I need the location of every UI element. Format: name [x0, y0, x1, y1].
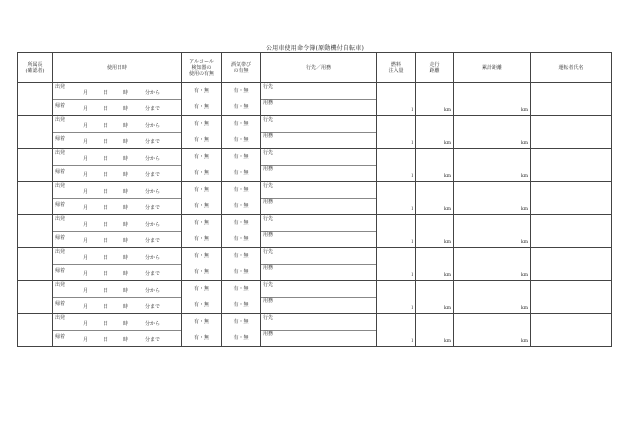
drink-depart-yesno[interactable]: 有・無	[233, 253, 249, 259]
dept-confirm-cell[interactable]	[18, 248, 53, 281]
return-line	[53, 231, 181, 247]
month-label: 月	[83, 304, 89, 310]
day-label: 日	[103, 139, 109, 145]
hour-label: 時	[123, 205, 129, 211]
day-label: 日	[103, 255, 109, 261]
from-label: 分から	[145, 189, 161, 195]
cumulative-cell[interactable]	[454, 248, 531, 281]
drink-return-yesno[interactable]: 有・無	[233, 104, 249, 110]
liter-unit: l	[411, 174, 413, 179]
cumulative-cell[interactable]	[454, 281, 531, 314]
destination-label: 行先	[263, 150, 274, 156]
depart-label: 出発	[55, 150, 66, 156]
destination-label: 行先	[263, 216, 274, 222]
alcohol-return-yesno[interactable]: 有・無	[193, 203, 209, 209]
day-label: 日	[103, 222, 109, 228]
day-label: 日	[103, 123, 109, 129]
drink-depart-yesno[interactable]: 有・無	[233, 88, 249, 94]
distance-cell[interactable]	[416, 116, 454, 149]
log-row	[18, 314, 612, 347]
month-label: 月	[83, 271, 89, 277]
depart-line	[53, 215, 181, 232]
log-row	[18, 281, 612, 314]
return-line	[53, 99, 181, 115]
cumulative-cell[interactable]	[454, 83, 531, 116]
return-line	[53, 330, 181, 346]
drink-depart-yesno[interactable]: 有・無	[233, 286, 249, 292]
destination-label: 行先	[263, 282, 274, 288]
hour-label: 時	[123, 255, 129, 261]
hour-label: 時	[123, 304, 129, 310]
drink-return-yesno[interactable]: 有・無	[233, 170, 249, 176]
hour-label: 時	[123, 90, 129, 96]
log-row	[18, 248, 612, 281]
task-label: 用務	[263, 133, 274, 139]
return-line	[53, 297, 181, 313]
km-unit: km	[521, 141, 528, 146]
until-label: 分まで	[145, 106, 161, 112]
datetime-cell[interactable]	[53, 182, 182, 215]
month-label: 月	[83, 288, 89, 294]
destination-cell[interactable]	[261, 83, 377, 116]
header-fuel: 燃料 注入量	[377, 53, 416, 83]
depart-line	[53, 116, 181, 133]
month-label: 月	[83, 321, 89, 327]
alcohol-return-yesno[interactable]: 有・無	[193, 170, 209, 176]
task-label: 用務	[263, 100, 274, 106]
liter-unit: l	[411, 207, 413, 212]
fuel-cell[interactable]	[377, 215, 416, 248]
drink-depart-yesno[interactable]: 有・無	[233, 220, 249, 226]
alcohol-depart-yesno[interactable]: 有・無	[193, 154, 209, 160]
drink-cell[interactable]	[222, 116, 261, 149]
km-unit: km	[521, 174, 528, 179]
month-label: 月	[83, 255, 89, 261]
driver-name-cell[interactable]	[531, 83, 612, 116]
return-label: 帰着	[55, 169, 66, 175]
dept-confirm-cell[interactable]	[18, 83, 53, 116]
km-unit: km	[444, 339, 451, 344]
destination-label: 行先	[263, 84, 274, 90]
until-label: 分まで	[145, 304, 161, 310]
drink-depart-yesno[interactable]: 有・無	[233, 319, 249, 325]
cumulative-cell[interactable]	[454, 314, 531, 347]
cumulative-cell[interactable]	[454, 149, 531, 182]
drink-cell[interactable]	[222, 248, 261, 281]
km-unit: km	[521, 273, 528, 278]
drink-depart-yesno[interactable]: 有・無	[233, 154, 249, 160]
return-label: 帰着	[55, 136, 66, 142]
distance-cell[interactable]	[416, 149, 454, 182]
fuel-cell[interactable]	[377, 182, 416, 215]
liter-unit: l	[411, 339, 413, 344]
until-label: 分まで	[145, 271, 161, 277]
depart-line	[53, 248, 181, 265]
alcohol-checker-cell[interactable]	[182, 182, 222, 215]
month-label: 月	[83, 156, 89, 162]
alcohol-depart-yesno[interactable]: 有・無	[193, 220, 209, 226]
depart-line	[53, 281, 181, 298]
day-label: 日	[103, 337, 109, 343]
fuel-cell[interactable]	[377, 248, 416, 281]
log-row	[18, 83, 612, 116]
depart-label: 出発	[55, 282, 66, 288]
from-label: 分から	[145, 156, 161, 162]
km-unit: km	[521, 306, 528, 311]
alcohol-return-yesno[interactable]: 有・無	[193, 302, 209, 308]
destination-label: 行先	[263, 315, 274, 321]
destination-label: 行先	[263, 117, 274, 123]
until-label: 分まで	[145, 139, 161, 145]
until-label: 分まで	[145, 205, 161, 211]
task-label: 用務	[263, 298, 274, 304]
drink-return-yesno[interactable]: 有・無	[233, 236, 249, 242]
fuel-cell[interactable]	[377, 83, 416, 116]
header-alcohol-checker: アルコール 検知器の 使用の有無	[182, 53, 222, 83]
task-label: 用務	[263, 265, 274, 271]
month-label: 月	[83, 90, 89, 96]
alcohol-return-yesno[interactable]: 有・無	[193, 236, 209, 242]
km-unit: km	[444, 108, 451, 113]
return-line	[53, 165, 181, 181]
day-label: 日	[103, 321, 109, 327]
hour-label: 時	[123, 172, 129, 178]
drink-depart-yesno[interactable]: 有・無	[233, 187, 249, 193]
day-label: 日	[103, 106, 109, 112]
day-label: 日	[103, 156, 109, 162]
destination-label: 行先	[263, 183, 274, 189]
datetime-cell[interactable]	[53, 116, 182, 149]
driver-name-cell[interactable]	[531, 182, 612, 215]
depart-line	[53, 83, 181, 100]
log-row	[18, 116, 612, 149]
datetime-cell[interactable]	[53, 83, 182, 116]
distance-cell[interactable]	[416, 281, 454, 314]
destination-cell[interactable]	[261, 149, 377, 182]
depart-label: 出発	[55, 117, 66, 123]
alcohol-checker-cell[interactable]	[182, 116, 222, 149]
hour-label: 時	[123, 271, 129, 277]
destination-cell[interactable]	[261, 314, 377, 347]
alcohol-checker-cell[interactable]	[182, 248, 222, 281]
return-label: 帰着	[55, 301, 66, 307]
depart-line	[53, 149, 181, 166]
destination-cell[interactable]	[261, 116, 377, 149]
header-dept: 所属長 (確認者)	[18, 53, 53, 83]
cumulative-cell[interactable]	[454, 215, 531, 248]
distance-cell[interactable]	[416, 83, 454, 116]
until-label: 分まで	[145, 238, 161, 244]
km-unit: km	[444, 306, 451, 311]
return-line	[53, 198, 181, 214]
fuel-cell[interactable]	[377, 149, 416, 182]
dept-confirm-cell[interactable]	[18, 215, 53, 248]
km-unit: km	[444, 141, 451, 146]
driver-name-cell[interactable]	[531, 314, 612, 347]
depart-label: 出発	[55, 183, 66, 189]
header-destination: 行先／用務	[261, 53, 377, 83]
drink-cell[interactable]	[222, 83, 261, 116]
destination-cell[interactable]	[261, 182, 377, 215]
day-label: 日	[103, 205, 109, 211]
return-label: 帰着	[55, 103, 66, 109]
destination-cell[interactable]	[261, 248, 377, 281]
from-label: 分から	[145, 288, 161, 294]
fuel-cell[interactable]	[377, 281, 416, 314]
distance-cell[interactable]	[416, 215, 454, 248]
km-unit: km	[444, 240, 451, 245]
from-label: 分から	[145, 222, 161, 228]
liter-unit: l	[411, 273, 413, 278]
cumulative-cell[interactable]	[454, 182, 531, 215]
return-label: 帰着	[55, 235, 66, 241]
dept-confirm-cell[interactable]	[18, 182, 53, 215]
km-unit: km	[444, 273, 451, 278]
destination-cell[interactable]	[261, 281, 377, 314]
drink-return-yesno[interactable]: 有・無	[233, 269, 249, 275]
destination-label: 行先	[263, 249, 274, 255]
depart-label: 出発	[55, 84, 66, 90]
alcohol-checker-cell[interactable]	[182, 215, 222, 248]
month-label: 月	[83, 205, 89, 211]
driver-name-cell[interactable]	[531, 215, 612, 248]
log-row	[18, 182, 612, 215]
depart-label: 出発	[55, 249, 66, 255]
document-title: 公用車使用命令簿(原動機付自転車)	[265, 45, 365, 52]
alcohol-return-yesno[interactable]: 有・無	[193, 104, 209, 110]
month-label: 月	[83, 139, 89, 145]
day-label: 日	[103, 189, 109, 195]
drink-cell[interactable]	[222, 182, 261, 215]
header-drink: 酒気帯び の有無	[222, 53, 261, 83]
month-label: 月	[83, 238, 89, 244]
alcohol-depart-yesno[interactable]: 有・無	[193, 121, 209, 127]
vehicle-log-table	[17, 52, 612, 347]
hour-label: 時	[123, 337, 129, 343]
km-unit: km	[444, 174, 451, 179]
destination-cell[interactable]	[261, 215, 377, 248]
hour-label: 時	[123, 189, 129, 195]
from-label: 分から	[145, 123, 161, 129]
hour-label: 時	[123, 222, 129, 228]
hour-label: 時	[123, 123, 129, 129]
day-label: 日	[103, 304, 109, 310]
hour-label: 時	[123, 106, 129, 112]
fuel-cell[interactable]	[377, 314, 416, 347]
day-label: 日	[103, 90, 109, 96]
drink-return-yesno[interactable]: 有・無	[233, 335, 249, 341]
liter-unit: l	[411, 108, 413, 113]
drink-cell[interactable]	[222, 215, 261, 248]
drink-cell[interactable]	[222, 281, 261, 314]
liter-unit: l	[411, 306, 413, 311]
driver-name-cell[interactable]	[531, 116, 612, 149]
distance-cell[interactable]	[416, 314, 454, 347]
return-label: 帰着	[55, 202, 66, 208]
alcohol-checker-cell[interactable]	[182, 83, 222, 116]
driver-name-cell[interactable]	[531, 149, 612, 182]
alcohol-return-yesno[interactable]: 有・無	[193, 269, 209, 275]
from-label: 分から	[145, 255, 161, 261]
month-label: 月	[83, 337, 89, 343]
month-label: 月	[83, 106, 89, 112]
header-cumulative: 累計距離	[454, 53, 531, 83]
dept-confirm-cell[interactable]	[18, 149, 53, 182]
driver-name-cell[interactable]	[531, 248, 612, 281]
liter-unit: l	[411, 240, 413, 245]
alcohol-depart-yesno[interactable]: 有・無	[193, 319, 209, 325]
return-label: 帰着	[55, 334, 66, 340]
alcohol-return-yesno[interactable]: 有・無	[193, 137, 209, 143]
day-label: 日	[103, 288, 109, 294]
datetime-cell[interactable]	[53, 281, 182, 314]
alcohol-return-yesno[interactable]: 有・無	[193, 335, 209, 341]
alcohol-checker-cell[interactable]	[182, 314, 222, 347]
cumulative-cell[interactable]	[454, 116, 531, 149]
month-label: 月	[83, 123, 89, 129]
km-unit: km	[521, 207, 528, 212]
header-row	[18, 53, 612, 83]
alcohol-checker-cell[interactable]	[182, 149, 222, 182]
datetime-cell[interactable]	[53, 215, 182, 248]
hour-label: 時	[123, 288, 129, 294]
hour-label: 時	[123, 238, 129, 244]
fuel-cell[interactable]	[377, 116, 416, 149]
header-distance: 走行 距離	[416, 53, 454, 83]
drink-return-yesno[interactable]: 有・無	[233, 137, 249, 143]
driver-name-cell[interactable]	[531, 281, 612, 314]
liter-unit: l	[411, 141, 413, 146]
distance-cell[interactable]	[416, 182, 454, 215]
month-label: 月	[83, 172, 89, 178]
task-label: 用務	[263, 232, 274, 238]
month-label: 月	[83, 189, 89, 195]
day-label: 日	[103, 172, 109, 178]
alcohol-checker-cell[interactable]	[182, 281, 222, 314]
depart-line	[53, 314, 181, 331]
task-label: 用務	[263, 166, 274, 172]
dept-confirm-cell[interactable]	[18, 281, 53, 314]
datetime-cell[interactable]	[53, 314, 182, 347]
from-label: 分から	[145, 90, 161, 96]
drink-cell[interactable]	[222, 314, 261, 347]
km-unit: km	[521, 339, 528, 344]
header-driver: 運転者氏名	[531, 53, 612, 83]
task-label: 用務	[263, 199, 274, 205]
distance-cell[interactable]	[416, 248, 454, 281]
depart-label: 出発	[55, 315, 66, 321]
dept-confirm-cell[interactable]	[18, 314, 53, 347]
depart-label: 出発	[55, 216, 66, 222]
log-row	[18, 149, 612, 182]
from-label: 分から	[145, 321, 161, 327]
return-label: 帰着	[55, 268, 66, 274]
drink-return-yesno[interactable]: 有・無	[233, 302, 249, 308]
hour-label: 時	[123, 139, 129, 145]
return-line	[53, 132, 181, 148]
task-label: 用務	[263, 331, 274, 337]
until-label: 分まで	[145, 337, 161, 343]
km-unit: km	[521, 108, 528, 113]
month-label: 月	[83, 222, 89, 228]
drink-return-yesno[interactable]: 有・無	[233, 203, 249, 209]
day-label: 日	[103, 271, 109, 277]
datetime-cell[interactable]	[53, 149, 182, 182]
alcohol-depart-yesno[interactable]: 有・無	[193, 187, 209, 193]
drink-cell[interactable]	[222, 149, 261, 182]
hour-label: 時	[123, 156, 129, 162]
km-unit: km	[444, 207, 451, 212]
log-row	[18, 215, 612, 248]
day-label: 日	[103, 238, 109, 244]
datetime-cell[interactable]	[53, 248, 182, 281]
alcohol-depart-yesno[interactable]: 有・無	[193, 286, 209, 292]
drink-depart-yesno[interactable]: 有・無	[233, 121, 249, 127]
alcohol-depart-yesno[interactable]: 有・無	[193, 253, 209, 259]
hour-label: 時	[123, 321, 129, 327]
return-line	[53, 264, 181, 280]
depart-line	[53, 182, 181, 199]
header-datetime: 使用日時	[53, 53, 182, 83]
km-unit: km	[521, 240, 528, 245]
alcohol-depart-yesno[interactable]: 有・無	[193, 88, 209, 94]
dept-confirm-cell[interactable]	[18, 116, 53, 149]
until-label: 分まで	[145, 172, 161, 178]
